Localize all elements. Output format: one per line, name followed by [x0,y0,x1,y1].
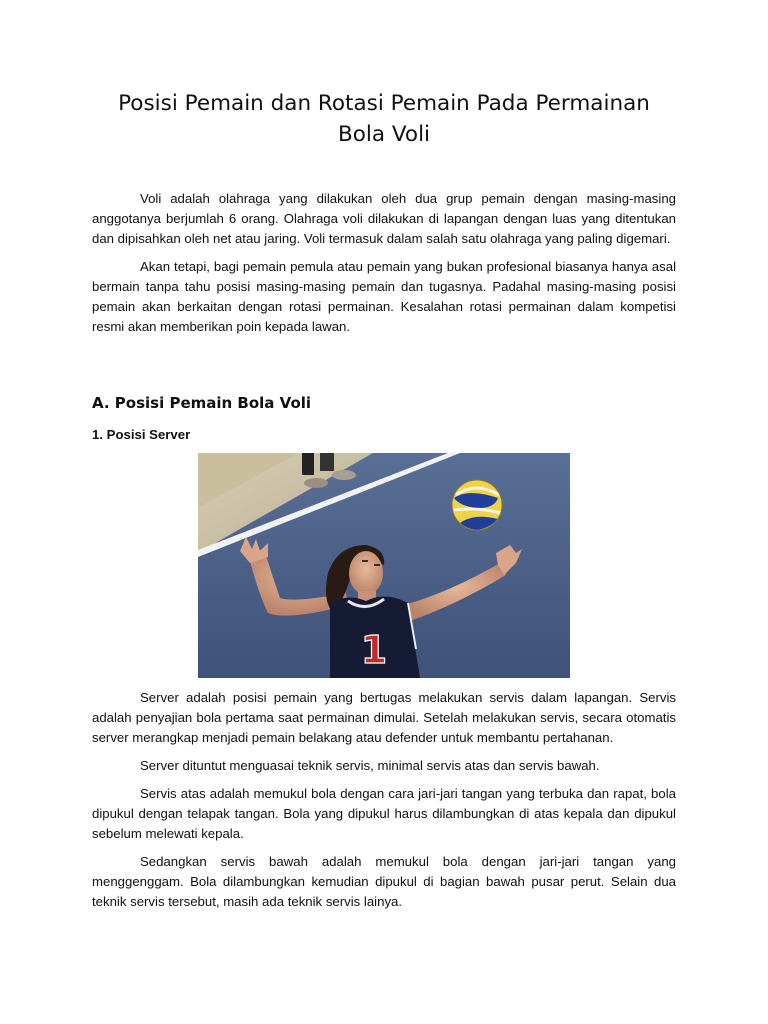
title-line-1: Posisi Pemain dan Rotasi Pemain Pada Permainan [118,91,650,116]
volleyball-icon [452,480,502,530]
volleyball-server-photo [198,453,570,678]
jersey-number: 1 [360,628,388,672]
section-heading-posisi-pemain: A. Posisi Pemain Bola Voli [92,394,312,412]
server-paragraph-2: Server dituntut menguasai teknik servis, minimal servis atas dan servis bawah. [140,758,600,773]
server-paragraph-4: Sedangkan servis bawah adalah memukul bola dengan jari-jari tangan yang menggenggam. Bola dilambungkan kemudian dipukul di bagian bawah pusar perut. Selain dua teknik servis tersebut, masih ada teknik servis lainya. [92,854,676,909]
document-title [92,88,676,150]
subsection-heading-posisi-server: 1. Posisi Server [92,427,191,442]
intro-paragraph-1: Voli adalah olahraga yang dilakukan oleh dua grup pemain dengan masing-masing anggotanya berjumlah 6 orang. Olahraga voli dilakukan di lapangan dengan luas yang ditentukan dan dipisahkan oleh net atau jaring. Voli termasuk dalam salah satu olahraga yang paling digemari. [92,191,676,246]
title-line-2: Bola Voli [337,122,431,147]
intro-paragraph-2: Akan tetapi, bagi pemain pemula atau pemain yang bukan profesional biasanya hanya asal bermain tanpa tahu posisi masing-masing pemain dan tugasnya. Padahal masing-masing posisi pemain akan berkaitan dengan rotasi permainan. Kesalahan rotasi permainan dalam kompetisi resmi akan memberikan poin kepada lawan. [92,259,676,334]
intro-section [92,189,676,345]
server-paragraph-3: Servis atas adalah memukul bola dengan cara jari-jari tangan yang terbuka dan rapat, bola dipukul dengan telapak tangan. Bola yang dipukul harus dilambungkan di atas kepala dan dipukul sebelum melewati kepala. [92,786,676,841]
server-paragraph-1: Server adalah posisi pemain yang bertugas melakukan servis dalam lapangan. Servis adalah penyajian bola pertama saat permainan dimulai. Setelah melakukan servis, secara otomatis server merangkap menjadi pemain belakang atau defender untuk membantu pertahanan. [92,690,676,745]
server-section [92,688,676,920]
